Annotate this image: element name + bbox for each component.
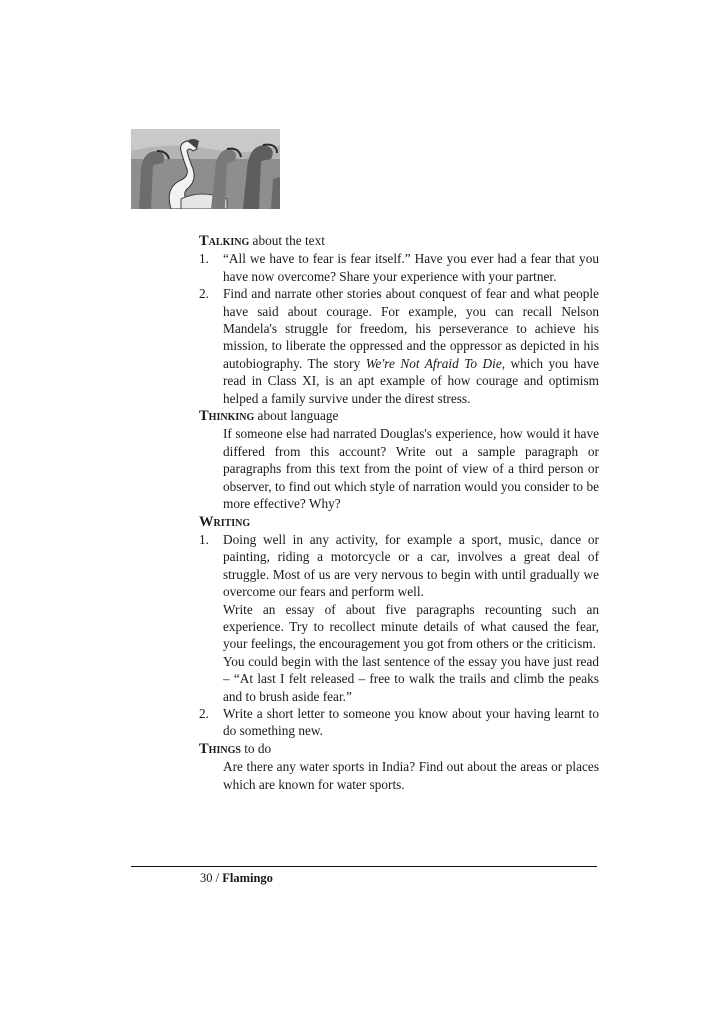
footer-separator: / <box>212 871 223 885</box>
page-number: 30 <box>200 871 213 885</box>
exercise-section <box>199 232 599 793</box>
things-heading <box>199 740 599 758</box>
item-text: “All we have to fear is fear itself.” Have you ever had a fear that you have now overcome? Share your experience with your partner. <box>223 251 599 284</box>
writing-heading <box>199 513 599 531</box>
talking-heading-caps: Talking <box>199 233 250 249</box>
story-title: We're Not Afraid To Die, <box>365 355 506 371</box>
things-heading-caps: Things <box>199 740 241 757</box>
talking-heading-rest: about the text <box>249 233 325 248</box>
writing-item-2 <box>199 705 599 740</box>
item-text-before: Find and narrate other stories about conquest of fear and what people have said about courage. For example, you can recall Nelson Mandela's struggle for freedom, his perseverance to achieve his mission, to liberate the oppressed and the oppressor as depicted in his autobiography. The story <box>223 286 599 371</box>
writing-heading-caps: Writing <box>199 513 251 530</box>
thinking-heading-caps: Thinking <box>199 408 255 425</box>
page-footer <box>200 871 273 886</box>
item-number: 1. <box>199 531 209 547</box>
item-number: 2. <box>199 705 209 721</box>
talking-item-1 <box>199 250 599 285</box>
talking-list <box>199 250 599 407</box>
thinking-text: If someone else had narrated Douglas's experience, how would it have differed from this account? Write out a sample paragraph or paragraphs from this text from the point of view of a third person or observer, to find out which style of narration would you consider to be more effective? Why? <box>223 426 599 512</box>
thinking-heading <box>199 407 599 425</box>
writing-para-1: Doing well in any activity, for example a sport, music, dance or painting, riding a motorcycle or a car, involves a great deal of struggle. Most of us are very nervous to begin with until gradually we overcome our fears and perform well. <box>223 531 599 600</box>
writing-para-3: You could begin with the last sentence of the essay you have just read – “At last I felt released – free to walk the trails and climb the peaks and to brush aside fear.” <box>223 653 599 704</box>
writing-list <box>199 531 599 740</box>
thinking-heading-rest: about language <box>254 408 339 424</box>
writing-para: Write a short letter to someone you know about your having learnt to do something new. <box>223 705 599 739</box>
talking-heading <box>199 232 599 250</box>
item-text-after: which you have read in Class XI, is an apt example of how courage and optimism helped a family survive under the direst stress. <box>223 355 600 406</box>
things-heading-rest: to do <box>240 740 272 756</box>
item-number: 1. <box>199 251 209 267</box>
writing-para-2: Write an essay of about five paragraphs recounting such an experience. Try to recollect minute details of what caused the fear, your feelings, the encouragement you got from others or the criticism. <box>223 601 599 652</box>
talking-item-2 <box>199 285 599 407</box>
book-title: Flamingo <box>222 871 273 885</box>
item-number: 2. <box>199 286 209 302</box>
flamingo-banner-illustration <box>131 129 280 209</box>
things-text: Are there any water sports in India? Find out about the areas or places which are known for water sports. <box>223 759 599 792</box>
footer-rule <box>131 866 597 867</box>
writing-item-1 <box>199 531 599 705</box>
